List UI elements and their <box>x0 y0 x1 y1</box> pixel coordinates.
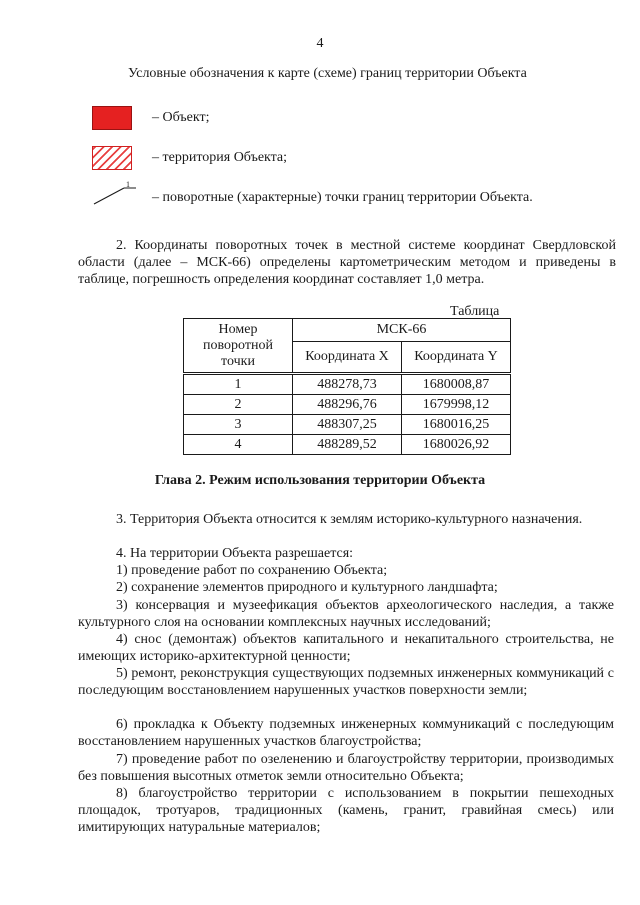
column-header-x: Координата X <box>293 342 402 374</box>
paragraph: 5) ремонт, реконструкция существующих подземных инженерных коммуникаций с последующим восстановлением нарушенных участков поверхности земли; <box>78 666 614 698</box>
legend-title: Условные обозначения к карте (схеме) границ территории Объекта <box>128 66 527 81</box>
column-header-y: Координата Y <box>402 342 511 374</box>
coordinates-table <box>183 318 511 455</box>
cell-x: 488307,25 <box>293 415 402 435</box>
cell-y: 1680026,92 <box>402 435 511 455</box>
page-number: 4 <box>316 36 324 51</box>
paragraph: 4) снос (демонтаж) объектов капитального и некапитального строительства, не имеющих историко-архитектурной ценности; <box>78 632 614 664</box>
turning-point-marker-icon <box>92 180 138 210</box>
cell-point-number: 2 <box>184 395 293 415</box>
table-row <box>184 395 511 415</box>
paragraph: 6) прокладка к Объекту подземных инженерных коммуникаций с последующим восстановлением нарушенных участков благоустройства; <box>78 717 614 749</box>
object-swatch-icon <box>92 106 132 130</box>
paragraph: 4. На территории Объекта разрешается: <box>116 546 354 561</box>
legend-item-label: – Объект; <box>152 110 210 125</box>
legend-item-turning-points <box>0 180 640 212</box>
cell-point-number: 4 <box>184 435 293 455</box>
legend-item-object <box>0 104 640 132</box>
column-header-msk: МСК-66 <box>293 319 511 342</box>
cell-point-number: 1 <box>184 374 293 395</box>
legend-item-label: – территория Объекта; <box>152 150 288 165</box>
paragraph: 1) проведение работ по сохранению Объекта; <box>116 563 388 578</box>
paragraph: 3) консервация и музеефикация объектов археологического наследия, а также культурного слоя на основании комплексных научных исследований; <box>78 598 614 630</box>
legend-item-territory <box>0 144 640 172</box>
paragraph: 2) сохранение элементов природного и культурного ландшафта; <box>116 580 498 595</box>
table-row <box>184 435 511 455</box>
paragraph: 7) проведение работ по озеленению и благоустройству территории, производимых без повышения высотных отметок земли относительно Объекта; <box>78 752 614 784</box>
paragraph: 3. Территория Объекта относится к землям историко-культурного назначения. <box>116 512 583 527</box>
table-row <box>184 415 511 435</box>
table-row <box>184 374 511 395</box>
table-caption: Таблица <box>450 304 500 319</box>
cell-y: 1680016,25 <box>402 415 511 435</box>
cell-x: 488289,52 <box>293 435 402 455</box>
cell-y: 1679998,12 <box>402 395 511 415</box>
cell-point-number: 3 <box>184 415 293 435</box>
column-header-point-number: Номер поворотной точки <box>184 319 293 374</box>
hatched-territory-swatch-icon <box>92 146 132 170</box>
cell-x: 488278,73 <box>293 374 402 395</box>
cell-y: 1680008,87 <box>402 374 511 395</box>
cell-x: 488296,76 <box>293 395 402 415</box>
paragraph: 8) благоустройство территории с использованием в покрытии пешеходных площадок, тротуаров, традиционных (камень, гранит, гравийная смесь) или имитирующих натуральные материалов; <box>78 786 614 835</box>
chapter-title: Глава 2. Режим использования территории Объекта <box>154 473 486 488</box>
turning-point-marker-label: 1 <box>126 180 130 189</box>
paragraph-coordinates: 2. Координаты поворотных точек в местной системе координат Свердловской области (далее – МСК-66) определены картометрическим методом и приведены в таблице, погрешность определения координат составляет 1,0 метра. <box>78 238 616 287</box>
legend-item-label: – поворотные (характерные) точки границ территории Объекта. <box>152 190 533 205</box>
